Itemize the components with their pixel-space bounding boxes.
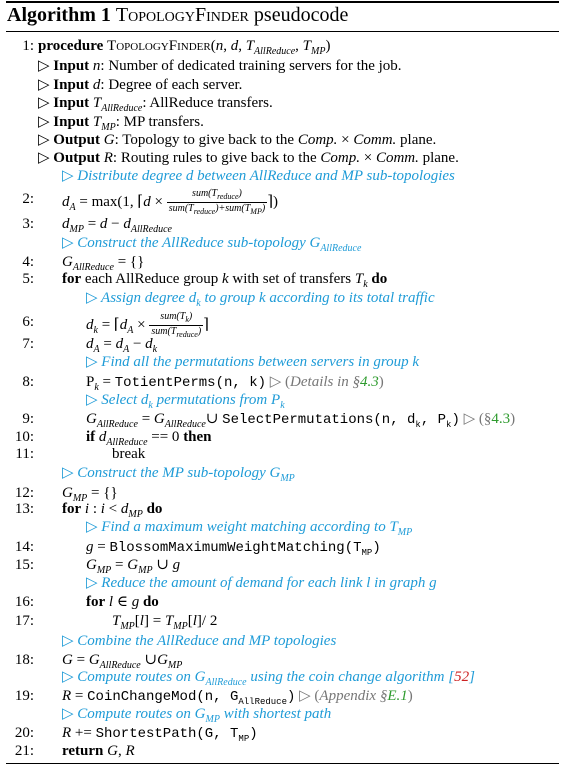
- line-number: 10:: [14, 429, 34, 445]
- line-number: 12:: [14, 485, 34, 501]
- comment-output-g: ▷ Output G: Topology to give back to the Comp. × Comm. plane.: [38, 132, 437, 148]
- comment-reduce-demand: ▷ Reduce the amount of demand for each link l in graph g: [86, 575, 437, 591]
- comment-distribute-degree: ▷ Distribute degree d between AllReduce and MP sub-topologies: [62, 168, 455, 184]
- line-13-for-dmp: for i : $i < d_{MP}$ do: [62, 501, 163, 520]
- line-number: 13:: [14, 501, 34, 517]
- line-4-init-gallreduce: $G_{AllReduce}$ = {}: [62, 254, 145, 273]
- algorithm-title: Algorithm 1 TopologyFinder pseudocode: [7, 4, 349, 26]
- line-number: 11:: [15, 446, 34, 462]
- line-number: 1:: [22, 38, 34, 54]
- line-16-for-links: for l ∈ g do: [86, 594, 159, 610]
- comment-coin-change: ▷ Compute routes on $G_{AllReduce}$ using the coin change algorithm [52]: [62, 669, 475, 688]
- line-number: 8:: [22, 374, 34, 390]
- line-9-select-permutations: $G_{AllReduce}$ = $G_{AllReduce}\cup$ SelectPermutations(n, $d_k$, $P_k$) ▷ (§4.3): [86, 411, 516, 430]
- line-20-shortest-path: R += ShortestPath(G, $T_{MP}$): [62, 725, 258, 744]
- comment-construct-mp: ▷ Construct the MP sub-topology $G_{MP}$: [62, 465, 295, 484]
- comment-select-permutations: ▷ Select $d_k$ permutations from $P_k$: [86, 392, 285, 411]
- comment-shortest-path: ▷ Compute routes on $G_{MP}$ with shortest path: [62, 706, 332, 725]
- line-number: 14:: [14, 539, 34, 555]
- line-number: 4:: [22, 254, 34, 270]
- line-6-dk-formula: $d_k$ = $⌈d_A$ × $\frac{sum(T_k)}{sum(T_{reduce})}$ ⌉: [86, 311, 210, 339]
- line-number: 5:: [22, 271, 34, 287]
- comment-input-d: ▷ Input d: Degree of each server.: [38, 77, 243, 93]
- line-21-return: return G, R: [62, 743, 135, 759]
- line-number: 21:: [14, 743, 34, 759]
- bottom-rule: [6, 763, 559, 764]
- line-number: 6:: [22, 314, 34, 330]
- comment-combine-topologies: ▷ Combine the AllReduce and MP topologies: [62, 633, 337, 649]
- line-14-blossom: $g = BlossomMaximumWeightMatching(T_{MP})$: [86, 539, 381, 558]
- line-8-totient-perms: $P_k$ = TotientPerms(n, k) ▷ (Details in §4.3): [86, 374, 384, 393]
- line-17-halve: $T_{MP}[l] = T_{MP}[l]/$ 2: [112, 613, 218, 632]
- line-15-union: $G_{MP} = G_{MP}$ ∪ g: [86, 557, 181, 576]
- line-3-dmp: $d_{MP} = d - d_{AllReduce}$: [62, 216, 172, 235]
- line-number: 18:: [14, 652, 34, 668]
- line-18-combine: $G = G_{AllReduce}$ $\cup G_{MP}$: [62, 652, 183, 671]
- comment-input-tmp: ▷ Input $T_{MP}$: MP transfers.: [38, 114, 204, 133]
- line-number: 19:: [14, 688, 34, 704]
- line-5-for-groups: for each AllReduce group k with set of transfers $T_k$ do: [62, 271, 388, 290]
- comment-find-permutations: ▷ Find all the permutations between servers in group k: [86, 354, 420, 370]
- line-number: 15:: [14, 557, 34, 573]
- line-19-coin-change: R = CoinChangeMod(n, $G_{AllReduce}$) ▷ (Appendix §E.1): [62, 688, 413, 707]
- comment-output-r: ▷ Output R: Routing rules to give back to the Comp. × Comm. plane.: [38, 150, 459, 166]
- line-11-break: break: [112, 446, 146, 462]
- line-number: 3:: [22, 216, 34, 232]
- line-number: 17:: [14, 613, 34, 629]
- procedure-header: procedure TopologyFinder(n, d, $T_{AllReduce}$, $T_{MP}$): [38, 38, 331, 57]
- comment-max-weight-matching: ▷ Find a maximum weight matching according to $T_{MP}$: [86, 519, 413, 538]
- comment-construct-allreduce: ▷ Construct the AllReduce sub-topology $G_{AllReduce}$: [62, 235, 362, 254]
- line-12-init-gmp: $G_{MP}$ = {}: [62, 485, 118, 504]
- comment-input-tallreduce: ▷ Input $T_{AllReduce}$: AllReduce transfers.: [38, 95, 273, 114]
- line-number: 16:: [14, 594, 34, 610]
- line-number: 9:: [22, 411, 34, 427]
- comment-assign-degree: ▷ Assign degree $d_k$ to group k according to its total traffic: [86, 290, 435, 309]
- line-7-da-update: $d_A = d_A - d_k$: [86, 336, 158, 355]
- line-number: 20:: [14, 725, 34, 741]
- line-number: 7:: [22, 336, 34, 352]
- top-rule: [6, 1, 559, 3]
- line-10-if: if $d_{AllReduce} == 0$ then: [86, 429, 212, 448]
- line-2-da-formula: $d_A = \max(1$, ⌈d × $\frac{sum(T_{reduce})}{sum(T_{reduce})+sum(T_{MP})}$ ⌉): [62, 188, 279, 216]
- line-number: 2:: [22, 191, 34, 207]
- title-rule: [6, 31, 559, 32]
- comment-input-n: ▷ Input n: Number of dedicated training servers for the job.: [38, 58, 402, 74]
